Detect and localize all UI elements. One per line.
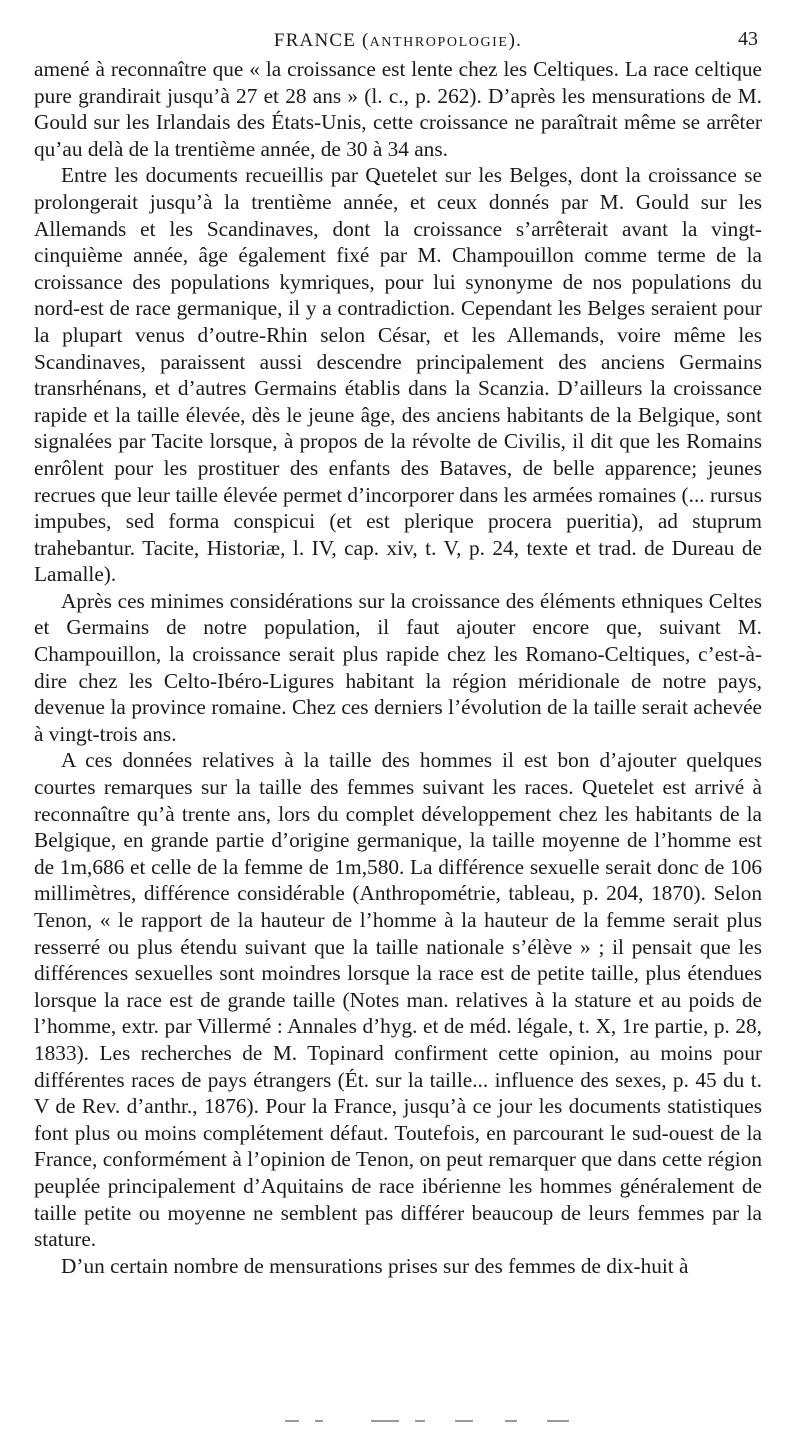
paragraph: Après ces minimes considérations sur la croissance des éléments ethniques Celtes et Germains de notre population, il faut ajouter encore que, suivant M. Champouillon, la croissance serait plus rapide chez les Romano-Celtiques, c’est-à-dire chez les Celto-Ibéro-Ligures habitant la région méridionale de notre pays, devenue la province romaine. Chez ces derniers l’évolution de la taille serait achevée à vingt-trois ans. (34, 588, 762, 746)
running-title-close: ). (508, 30, 523, 51)
footer-scan-marks (285, 1418, 585, 1424)
paragraph: D’un certain nombre de mensurations prises sur des femmes de dix-huit à (61, 1253, 689, 1278)
page (34, 0, 762, 1279)
running-title-main: FRANCE ( (273, 30, 370, 51)
body-text (34, 56, 762, 1279)
page-header (34, 0, 762, 56)
running-title-sub: ANTHROPOLOGIE (369, 35, 509, 50)
page-number: 43 (738, 28, 758, 50)
running-title (34, 30, 762, 52)
paragraph: Entre les documents recueillis par Quetelet sur les Belges, dont la croissance se prolongerait jusqu’à la trentième année, et ceux donnés par M. Gould sur les Allemands et les Scandinaves, dont la croissance s’arrêterait avant la vingt-cinquième année, âge également fixé par M. Champouillon comme terme de la croissance des populations kymriques, pour lui synonyme de nos populations du nord-est de race germanique, il y a contradiction. Cependant les Belges seraient pour la plupart venus d’outre-Rhin selon César, et les Allemands, voire même les Scandinaves, paraissent aussi descendre principalement des anciens Germains transrhénans, et d’autres Germains établis dans la Scanzia. D’ailleurs la croissance rapide et la taille élevée, dès le jeune âge, des anciens habitants de la Belgique, sont signalées par Tacite lorsque, à propos de la révolte de Civilis, il dit que les Romains enrôlent pour les prostituer des enfants des Bataves, de belle apparence; jeunes recrues que leur taille élevée permet d’incorporer dans les armées romaines (... rursus impubes, sed forma conspicui (et est plerique procera pueritia), ad stuprum trahebantur. Tacite, Historiæ, l. IV, cap. xiv, t. V, p. 24, texte et trad. de Dureau de Lamalle). (34, 163, 762, 587)
paragraph: amené à reconnaître que « la croissance est lente chez les Celtiques. La race celtique pure grandirait jusqu’à 27 et 28 ans » (l. c., p. 262). D’après les mensurations de M. Gould sur les Irlandais des États-Unis, cette croissance ne paraîtrait même se arrêter qu’au delà de la trentième année, de 30 à 34 ans. (34, 57, 762, 161)
paragraph: A ces données relatives à la taille des hommes il est bon d’ajouter quelques courtes remarques sur la taille des femmes suivant les races. Quetelet est arrivé à reconnaître qu’à trente ans, lors du complet développement chez les habitants de la Belgique, en grande partie d’origine germanique, la taille moyenne de l’homme est de 1m,686 et celle de la femme de 1m,580. La différence sexuelle serait donc de 106 millimètres, différence considérable (Anthropométrie, tableau, p. 204, 1870). Selon Tenon, « le rapport de la hauteur de l’homme à la hauteur de la femme serait plus resserré ou plus étendu suivant que la taille nationale s’élève » ; il pensait que les différences sexuelles sont moindres lorsque la race est de petite taille, plus étendues lorsque la race est de grande taille (Notes man. relatives à la stature et au poids de l’homme, extr. par Villermé : Annales d’hyg. et de méd. légale, t. X, 1re partie, p. 28, 1833). Les recherches de M. Topinard confirment cette opinion, au moins pour différentes races de pays étrangers (Ét. sur la taille... influence des sexes, p. 45 du t. V de Rev. d’anthr., 1876). Pour la France, jusqu’à ce jour les documents statistiques font plus ou moins complétement défaut. Toutefois, en parcourant le sud-ouest de la France, conformément à l’opinion de Tenon, on peut remarquer que dans cette région peuplée principalement d’Aquitains de race ibérienne les hommes généralement de taille petite ou moyenne ne semblent pas différer beaucoup de leurs femmes par la stature. (34, 748, 762, 1252)
